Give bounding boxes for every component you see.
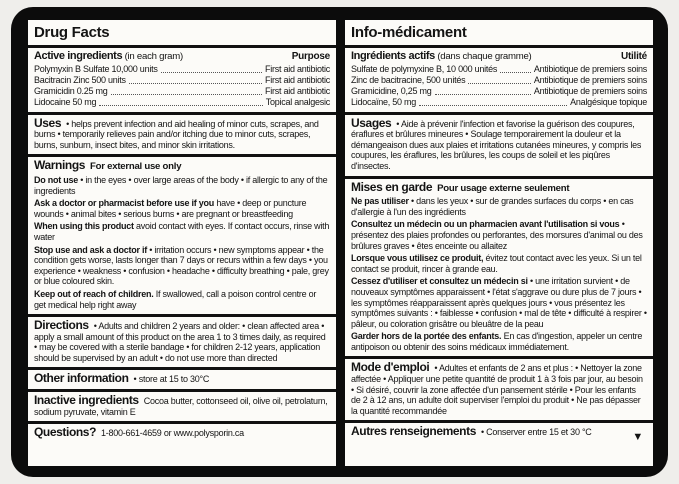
ingredient-row — [34, 97, 330, 108]
warning-paragraph — [351, 331, 647, 352]
panel-title-fr: Info-médicament — [351, 24, 467, 41]
warning-text: • irritation occurs • new symptoms appear • the condition gets worse, lasts longer than 7 days or recurs within a few days • you experience • weakness • confusion • headache • difficulty breathing • pale, grey or blue coloured skin. — [34, 244, 329, 287]
mises-en-garde-subheading-fr: Pour usage externe seulement — [437, 182, 570, 194]
mises-en-garde-section-fr — [345, 176, 653, 357]
active-ingredients-note-fr: (dans chaque gramme) — [437, 51, 532, 62]
ingredient-row — [351, 64, 647, 75]
directions-text-en: • Adults and children 2 years and older: • clean affected area • apply a small amount of this product on the area 1 to 3 times daily, as required • may be covered with a sterile bandage • for children 2-12 years, application should be supervised by an adult • do not use more than directed — [34, 321, 326, 363]
down-triangle-icon: ▼ — [632, 431, 643, 444]
warnings-heading-en: Warnings — [34, 158, 86, 173]
warning-text: En cas d'ingestion, appeler un centre antipoison ou obtenir des soins médicaux immédiatement. — [351, 331, 643, 352]
other-information-section-en — [28, 367, 336, 389]
warning-paragraph — [351, 253, 647, 274]
ingredient-name: Gramicidine, 0,25 mg — [351, 85, 432, 96]
drug-facts-panel-en — [28, 20, 336, 466]
warning-lead: Stop use and ask a doctor if — [34, 244, 148, 255]
warning-lead: Do not use — [34, 174, 78, 185]
uses-heading-en: Uses — [34, 115, 62, 130]
other-information-heading-en: Other information — [34, 371, 129, 386]
questions-text-en: 1-800-661-4659 or www.polysporin.ca — [101, 428, 244, 439]
active-ingredients-heading-fr: Ingrédients actifs — [351, 50, 435, 62]
active-ingredients-section-fr — [345, 45, 653, 112]
warning-text: have • deep or puncture wounds • animal bites • serious burns • are pregnant or breastfeeding — [34, 198, 307, 219]
warning-lead: Consultez un médecin ou un pharmacien avant l'utilisation si vous — [351, 219, 620, 230]
warning-text: • présentez des plaies profondes ou perforantes, des morsures d'animal ou des brûlures graves • êtes enceinte ou allaitez — [351, 219, 643, 251]
active-ingredients-table-fr — [351, 64, 647, 108]
warning-text: If swallowed, call a poison control centre or get medical help right away — [34, 288, 317, 310]
ingredient-name: Bacitracin Zinc 500 units — [34, 74, 126, 85]
ingredient-row — [34, 75, 330, 86]
ingredient-row — [351, 97, 647, 108]
ingredient-purpose: Topical analgesic — [265, 96, 330, 107]
purpose-heading-fr: Utilité — [620, 51, 647, 62]
warning-paragraph — [34, 245, 330, 287]
ingredient-name: Polymyxin B Sulfate 10,000 units — [34, 63, 158, 74]
dot-leader — [111, 94, 262, 95]
ingredient-name: Zinc de bacitracine, 500 unités — [351, 74, 466, 85]
warning-text: évitez tout contact avec les yeux. Si un tel contact se produit, rincer à grande eau. — [351, 253, 642, 274]
ingredient-row — [351, 86, 647, 97]
warning-lead: Ask a doctor or pharmacist before use if you — [34, 198, 215, 209]
dot-leader — [161, 72, 262, 73]
autres-renseignements-heading-fr: Autres renseignements — [351, 424, 476, 439]
warning-text: • in the eyes • over large areas of the body • if allergic to any of the ingredients — [34, 174, 328, 196]
dot-leader — [468, 83, 531, 84]
ingredient-row — [351, 75, 647, 86]
warning-text: • une irritation survient • de nouveaux symptômes apparaissent • l'état s'aggrave ou dure plus de 7 jours • les symptômes réapparaissent après quelques jours • vous présentez les symptômes suivants : • faiblesse • confusion • mal de tête • difficulté à respirer • pâleur, ou coloration grisâtre ou bleuâtre de la peau — [351, 276, 647, 329]
info-medicament-panel-fr — [345, 20, 653, 466]
active-ingredients-header-en — [34, 51, 330, 63]
inactive-ingredients-text-en: Cocoa butter, cottonseed oil, olive oil, petrolatum, sodium pyruvate, vitamin E — [34, 396, 328, 417]
other-information-text-en: • store at 15 to 30°C — [133, 374, 210, 385]
questions-section-en — [28, 421, 336, 466]
active-ingredients-note-en: (in each gram) — [124, 51, 183, 62]
directions-section-en — [28, 314, 336, 367]
ingredient-name: Sulfate de polymyxine B, 10 000 unités — [351, 63, 498, 74]
warnings-paragraphs-en — [34, 175, 330, 310]
autres-renseignements-section-fr — [345, 420, 653, 466]
ingredient-purpose: Antibiotique de premiers soins — [533, 63, 647, 74]
ingredient-name: Gramicidin 0.25 mg — [34, 85, 108, 96]
warning-paragraph — [351, 219, 647, 251]
usages-section-fr — [345, 112, 653, 176]
ingredient-name: Lidocaine 50 mg — [34, 96, 97, 107]
warnings-section-en — [28, 154, 336, 314]
ingredient-purpose: First aid antibiotic — [264, 63, 330, 74]
inactive-ingredients-heading-en: Inactive ingredients — [34, 393, 139, 408]
warning-lead: Lorsque vous utilisez ce produit, — [351, 253, 484, 264]
questions-heading-en: Questions? — [34, 425, 97, 440]
ingredient-purpose: Antibiotique de premiers soins — [533, 74, 647, 85]
dot-leader — [129, 83, 262, 84]
package-label-frame — [11, 7, 668, 477]
mode-emploi-section-fr — [345, 356, 653, 420]
warning-lead: Cessez d'utiliser et consultez un médecin si — [351, 276, 528, 287]
ingredient-purpose: Antibiotique de premiers soins — [533, 85, 647, 96]
usages-text-fr: • Aide à prévenir l'infection et favorise la guérison des coupures, éraflures et brûlures mineures • Soulage temporairement la douleur et la démangeaison dues aux plaies et irritations cutanées mineures, y compris les coupures, les éraflures, les brûlures, les coups de soleil et les piqûres d'insectes. — [351, 118, 642, 171]
usages-heading-fr: Usages — [351, 115, 392, 130]
warning-lead: Garder hors de la portée des enfants. — [351, 331, 502, 342]
warning-paragraph — [34, 198, 330, 219]
panel-title-en: Drug Facts — [34, 24, 110, 41]
ingredient-purpose: Analgésique topique — [570, 96, 647, 107]
warning-text: avoid contact with eyes. If contact occurs, rinse with water — [34, 221, 330, 242]
active-ingredients-table-en — [34, 64, 330, 108]
warning-text: • dans les yeux • sur de grandes surfaces du corps • en cas d'allergie à l'un des ingrédients — [351, 196, 634, 217]
dot-leader — [435, 94, 531, 95]
directions-heading-en: Directions — [34, 318, 89, 333]
mode-emploi-heading-fr: Mode d'emploi — [351, 360, 430, 375]
dot-leader — [500, 72, 531, 73]
active-ingredients-header-fr — [351, 51, 647, 63]
warning-paragraph — [34, 289, 330, 310]
active-ingredients-heading-en: Active ingredients — [34, 50, 123, 62]
autres-renseignements-text-fr: • Conserver entre 15 et 30 °C — [480, 427, 592, 438]
ingredient-name: Lidocaïne, 50 mg — [351, 96, 417, 107]
ingredient-purpose: First aid antibiotic — [264, 74, 330, 85]
warning-lead: When using this product — [34, 221, 134, 232]
ingredient-purpose: First aid antibiotic — [264, 85, 330, 96]
drug-facts-header — [28, 20, 336, 45]
inactive-ingredients-section-en — [28, 389, 336, 421]
ingredient-row — [34, 64, 330, 75]
warning-lead: Ne pas utiliser — [351, 196, 409, 207]
dot-leader — [99, 105, 262, 106]
warning-paragraph — [34, 175, 330, 196]
dot-leader — [419, 105, 567, 106]
warning-paragraph — [351, 196, 647, 217]
warnings-subheading-en: For external use only — [90, 161, 182, 173]
mode-emploi-text-fr: • Adultes et enfants de 2 ans et plus : • Nettoyer la zone affectée • Appliquer une petite quantité de produit 1 à 3 fois par jour, au besoin • Si désiré, couvrir la zone affectée d'un pansement stérile • Pour les enfants de 2 à 12 ans, un adulte doit superviser l'emploi du produit • Ne pas dépasser la quantité recommandée — [351, 363, 643, 416]
warning-paragraph — [351, 276, 647, 329]
mises-en-garde-paragraphs-fr — [351, 196, 647, 352]
purpose-heading-en: Purpose — [291, 51, 330, 62]
warning-paragraph — [34, 221, 330, 242]
active-ingredients-section-en — [28, 45, 336, 112]
uses-section-en — [28, 112, 336, 155]
info-medicament-header — [345, 20, 653, 45]
ingredient-row — [34, 86, 330, 97]
mises-en-garde-heading-fr: Mises en garde — [351, 179, 433, 194]
warning-lead: Keep out of reach of children. — [34, 288, 154, 299]
uses-text-en: • helps prevent infection and aid healing of minor cuts, scrapes, and burns • temporarily relieves pain and/or itching due to minor cuts, scrapes, burns, sunburn, insect bites, and minor skin irritations. — [34, 118, 319, 150]
